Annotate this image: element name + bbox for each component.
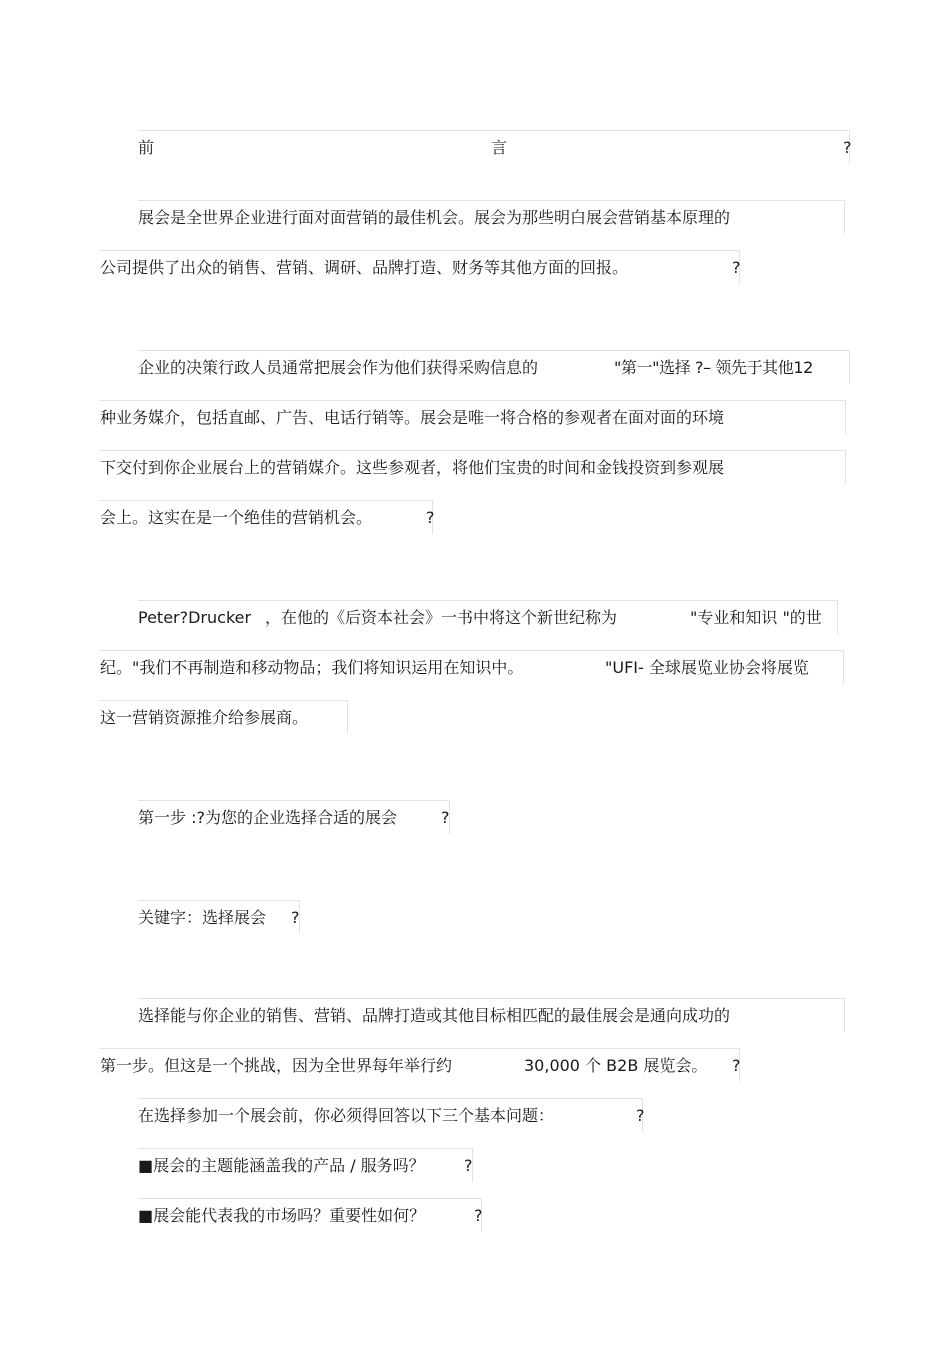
bullet-item-2: ■展会能代表我的市场吗？重要性如何？ (138, 1206, 426, 1225)
p3-line2a: 纪。"我们不再制造和移动物品；我们将知识运用在知识中。 (100, 658, 524, 677)
preface-left: 前 (138, 138, 155, 157)
p2-line2: 种业务媒介，包括直邮、广告、电话行销等。展会是唯一将合格的参观者在面对面的环境 (100, 408, 725, 427)
p1-mark: ? (732, 258, 741, 277)
p4-line2a: 第一步。但这是一个挑战，因为全世界每年举行约 (100, 1056, 453, 1075)
preface-mark: ? (843, 138, 852, 157)
p2-line4: 会上。这实在是一个绝佳的营销机会。 (100, 508, 373, 527)
p1-line2: 公司提供了出众的销售、营销、调研、品牌打造、财务等其他方面的回报。 (100, 258, 629, 277)
p3-line1b: ，在他的《后资本社会》一书中将这个新世纪称为 (265, 608, 618, 627)
keywords-line: 关键字：选择展会 (138, 908, 267, 927)
questions-intro: 在选择参加一个展会前，你必须得回答以下三个基本问题： (138, 1106, 555, 1125)
p4-line1: 选择能与你企业的销售、营销、品牌打造或其他目标相匹配的最佳展会是通向成功的 (138, 1006, 731, 1025)
p2-mark: ? (426, 508, 435, 527)
bullet-item-1: ■展会的主题能涵盖我的产品 / 服务吗？ (138, 1156, 425, 1175)
step1-mark: ? (441, 808, 450, 827)
p4-mark: ? (732, 1056, 741, 1075)
p3-line2b: "UFI- 全球展览业协会将展览 (605, 658, 809, 677)
step1-heading: 第一步 :?为您的企业选择合适的展会 (138, 808, 397, 827)
bullet-item-1-mark: ? (464, 1156, 473, 1175)
questions-intro-mark: ? (636, 1106, 645, 1125)
p2-line1b: "第一"选择 ?– 领先于其他12 (614, 358, 813, 377)
p4-line2b: 30,000 个 B2B 展览会。 (524, 1056, 708, 1075)
p3-line1c: "专业和知识 "的世 (690, 608, 822, 627)
p2-line1a: 企业的决策行政人员通常把展会作为他们获得采购信息的 (138, 358, 539, 377)
bullet-item-2-mark: ? (474, 1206, 483, 1225)
preface-center: 言 (491, 138, 508, 157)
p3-line1a: Peter?Drucker (138, 608, 252, 627)
keywords-mark: ? (291, 908, 300, 927)
p3-line3: 这一营销资源推介给参展商。 (100, 708, 309, 727)
p2-line3: 下交付到你企业展台上的营销媒介。这些参观者，将他们宝贵的时间和金钱投资到参观展 (100, 458, 725, 477)
p1-line1: 展会是全世界企业进行面对面营销的最佳机会。展会为那些明白展会营销基本原理的 (138, 208, 731, 227)
